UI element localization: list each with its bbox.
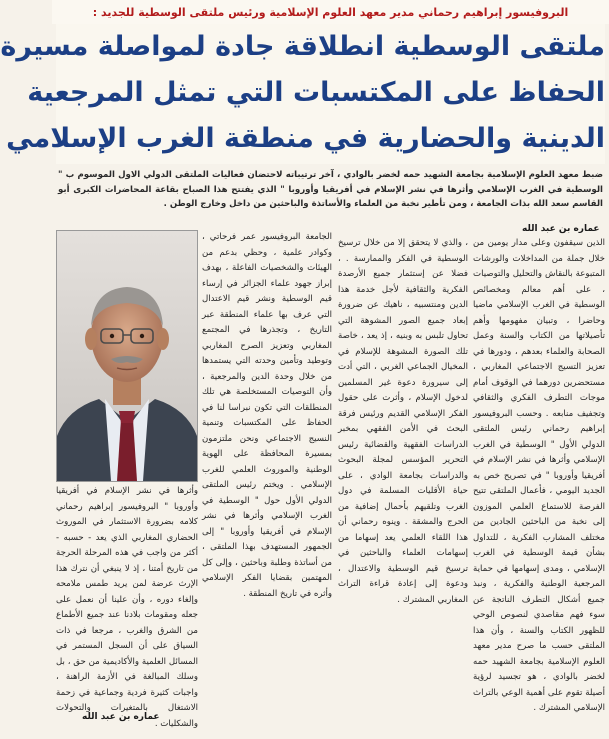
byline-bottom: عماره بن عبد الله — [82, 712, 160, 722]
body-column-2: ، والذي لا يتحقق إلا من خلال ترسيخ الوسطية في الفكر والممارسة . ، فضلا عن إستثمار جميع الأرصدة الفكرية والثقافية لأجل خدمة هذا الدين ومنتسبيه ، ناهيك عن ضرورة إبعاد جميع الصور المشوهة التي تحاول تلبس به وبنيه ، إذ يعد ، خاصة تلك الصورة المشوهة للإسلام في المخيال الجماعي الغربي ، التي أدت إلى سيرورة دعوة غير المسلمين لدخول الإسلام ، وأثرت على حقول الفكر الإسلامي القديم ورئيس فرقة البحث في الأمن الفقهي بمخبر الدراسات الفقهية والقضائية رئيس التحرير المؤسس لمجلة البحوث والدراسات بجامعة الوادي ، على حياة الأقليات المسلمة في دول الغرب وتلقيهم بأحمال إضافية من الحرج والمشقة . وينوه رحماني أن هذا اللقاء العلمي يعد إسهاما من إسهامات العلماء والباحثين في ترسيخ قيم الوسطية والاعتدال ، ودعوة إلى إعادة قراءة التراث المغاربي المشترك . — [338, 238, 468, 605]
portrait-photo — [56, 230, 198, 482]
body-column-4: وأثرها في نشر الإسلام في أفريقيا وأوروبا " البروفيسور إبراهيم رحماني كلامه بضرورة الاستثمار في الموروث الحضاري المغاربي الذي يعد - حسبه - أكثر من واجب في هذه المرحلة الحرجة من تاريخ أمتنا ، إذ لا ينبغي أن نترك هذا الإرث عرضة لمن يريد طمس ملامحه وإلغاء دوره ، وأن علينا أن نعمل على جعله ومقومات بلادنا عند جميع الأطماع من الشرق والغرب ، مرجعا في ذات السياق على أن السجل المستمر في المسائل العلمية والأكاديمية من حق ، بل وسلك المبالغة في الأزمة الراهنة ، واجبات كثيرة فردية وجماعية في زحمة الاشتغال بالمتغيرات والتحولات والشكليات . — [56, 486, 198, 729]
body-column-1: الذين سيقفون وعلى مدار يومين من خلال جملة من المداخلات والورشات المتبوعة بالنقاش والتحليل والتوصيات ، على أهم معالم ومخصائص الوسطية في الغرب الإسلامي ماضيا وحاضرا ، وتبيان مفهومها وأهم تأصيلاتها من الكتاب والسنة وعمل الصحابة والعلماء بعدهم ، ودورها في تعزيز التسيج الاجتماعي المغاربي ، مستحضرين دورهما في الوقوف أمام موجات التطرف الفكري والثقافي وتجفيف منابعه . وحسب البروفيسور إبراهيم رحماني رئيس الملتقى الدولي الأول " الوسطية في الغرب الإسلامي وأثرها في نشر الإسلام في أفريقيا وأوروبا " في تصريح خص به الجديد اليومي ، فأعمال الملتقى تتيح الفرصة للاستماع العلمي الموزون إلى نخبة من الباحثين الجادين من مختلف المشارب الفكرية ، للتداول بشأن قيمة الوسطية في الغرب الإسلامي ، ومدى إسهامها في حماية المرجعية الوطنية والفكرية ، ونبذ جميع أشكال التطرف الناتجة عن سوء فهم مقاصدي لنصوص الوحي للظهور الكتاب والسنة ، وأن هذا الملتقى حسب ما صرح مدير معهد العلوم الإسلامية بجامعة الشهيد حمه لخضر بالوادي ، هو تجسيد لرؤية أصيلة تقوم على أهمية الوعي بالتراث الإسلامي المشترك . — [473, 238, 605, 713]
article-lead: ضبط معهد العلوم الإسلامية بجامعة الشهيد حمه لخضر بالوادي ، آخر ترتيباته لاحتضان فعاليات الملتقى الدولي الاول الموسوم ب " الوسطية في الغرب الإسلامي وأثرها في نشر الإسلام في أفريقيا وأوروبا " الذي يفتتح هذا الصباح بقاعة المحاضرات الكبرى أبو القاسم سعد الله بذات الجامعة ، ومن تأطير نخبة من العلماء والأساتذة والباحثين من داخل وخارج الوطن . — [58, 170, 603, 209]
article-kicker — [52, 0, 609, 24]
kicker-text: البروفيسور إبراهيم رحماني مدير معهد العلوم الإسلامية ورئيس ملتقى الوسطية للجديد : — [92, 5, 569, 19]
body-column-3: الجامعة البروفيسور عمر فرحاتي ، وكوادر علمية ، وحظي بدعم من الهيئات والشخصيات الفاعلة ، بهدف إبراز جهود علماء الجزائر في إرساء قيم الوسطية ونشر قيم الاعتدال التي عرف بها علماء المنطقة عبر التاريخ ، وتجذرها في المجتمع المغاربي وتعزيز الصرح المغاربي وتوطيد وتأمين وحدته التي يستمدها من خلال وحدة الدين والمرجعية ، وأن التوصيات المستخلصة هي تلك المنطلقات التي تكون نبراسا لنا في الحفاظ على المكتسبات وتنمية النسيج الاجتماعي ونحن ملتزمون بمسيرة المحافظة على الهوية الوطنية والموروث العلمي للغرب الإسلامي . ويختم رئيس الملتقى الدولي الأول حول " الوسطية في الغرب الإسلامي وأثرها في نشر الإسلام في أفريقيا وأوروبا " إلى الجمهور المستهدف بهذا الملتقى ، من أساتذة وطلبة وباحثين ، وإلى كل المهتمين بقضايا الفكر الإسلامي وأثره في تاريخ المنطقة . — [202, 232, 332, 599]
headline-line-2: الحفاظ على المكتسبات التي تمثل المرجعية — [27, 77, 605, 108]
article-headline — [0, 24, 605, 164]
headline-line-3: الدينية والحضارية في منطقة الغرب الإسلامي — [6, 123, 605, 154]
headline-line-1: ملتقى الوسطية انطلاقة جادة لمواصلة مسيرة — [0, 31, 605, 62]
portrait-illustration — [57, 231, 197, 481]
byline-top: عماره بن عبد الله — [522, 224, 600, 234]
